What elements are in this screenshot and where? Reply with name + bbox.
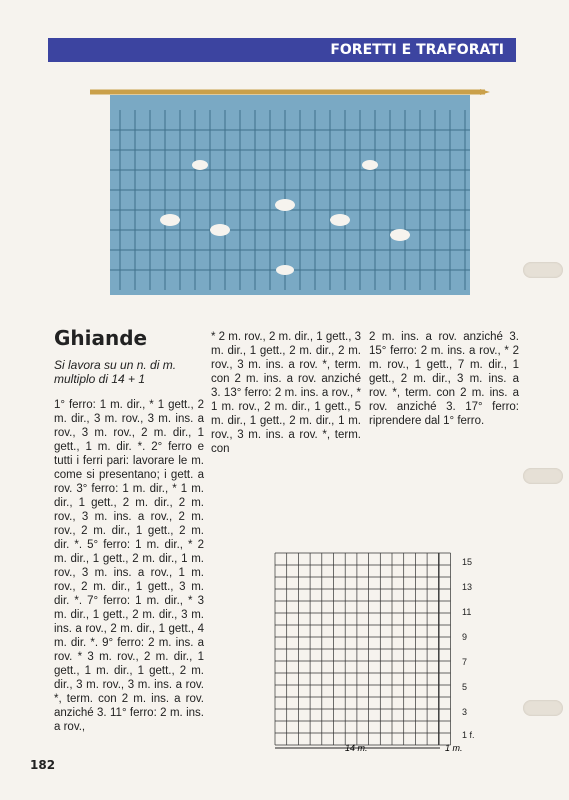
row-labels xyxy=(462,557,475,740)
knitting-illustration xyxy=(80,70,490,310)
punch-hole xyxy=(523,262,563,278)
instructions-column-1 xyxy=(54,398,204,734)
row-label: 1 f. xyxy=(462,730,475,740)
instructions-text: * 2 m. rov., 2 m. dir., 1 gett., 3 m. dir., 1 gett., 2 m. dir., 2 m. rov., 3 m. ins. a rov. *, term. con 2 m. ins. a rov. anziché 3. 13° ferro: 2 m. ins. a rov., * 1 m. rov., 2 m. dir., 1 gett., 5 m. dir., 1 gett., 2 m. dir., 1 m. rov., 3 m. ins. a rov. *, term. con xyxy=(211,331,361,455)
row-label: 5 xyxy=(462,682,468,692)
section-header xyxy=(48,38,516,62)
section-title: FORETTI E TRAFORATI xyxy=(330,42,504,58)
row-label: 9 xyxy=(462,632,468,642)
instructions-text: 1° ferro: 1 m. dir., * 1 gett., 2 m. dir., 3 m. rov., 3 m. ins. a rov., 3 m. rov., 2 m. dir., 1 gett., 1 m. dir. *. 2° ferro e tutti i ferri pari: lavorare le m. come si presentano; i gett. a rov. 3° ferro: 1 m. dir., * 1 m. dir., 1 gett., 2 m. dir., 2 m. rov., 3 m. ins. a rov., 2 m. rov., 2 m. dir., 1 gett., 2 m. dir. *. 5° ferro: 1 m. dir., * 2 m. dir., 1 gett., 2 m. dir., 1 m. rov., 3 m. ins. a rov., 1 m. rov., 2 m. dir., 1 gett., 3 m. dir. *. 7° ferro: 1 m. dir., * 3 m. dir., 1 gett., 2 m. dir., 3 m. ins. a rov., 2 m. dir., 1 gett., 4 m. dir. *. 9° ferro: 2 m. ins. a rov. * 3 m. rov., 2 m. dir., 1 gett., 1 m. dir., 1 gett., 2 m. dir., 3 m. rov., 3 m. ins. a rov. *, term. con 2 m. ins. a rov. anziché 3. 11° ferro: 2 m. ins. a rov., xyxy=(54,399,204,733)
stitch-count-label: 14 m. xyxy=(345,743,368,753)
chart-grid xyxy=(275,553,451,745)
row-label: 7 xyxy=(462,657,468,667)
row-label: 15 xyxy=(462,557,473,567)
instructions-text: 2 m. ins. a rov. anziché 3. 15° ferro: 2 m. ins. a rov., * 2 m. rov., 1 gett., 7 m. dir., 1 gett., 2 m. dir., 3 m. ins. a rov. *, term. con 2 m. ins. a rov. anziché 3. 17° ferro: riprendere dal 1° ferro. xyxy=(369,331,519,427)
pattern-intro: Si lavora su un n. di m. multiplo di 14 + 1 xyxy=(54,358,177,386)
instructions-column-3 xyxy=(369,330,519,428)
punch-hole xyxy=(523,700,563,716)
row-label: 13 xyxy=(462,582,473,592)
punch-hole xyxy=(523,468,563,484)
extra-stitch-label: 1 m. xyxy=(445,743,463,753)
row-label: 3 xyxy=(462,707,468,717)
instructions-column-2 xyxy=(211,330,361,456)
pattern-title: Ghiande xyxy=(54,326,148,350)
row-label: 11 xyxy=(462,607,472,617)
knitting-chart xyxy=(270,548,500,758)
knit-fabric xyxy=(110,95,470,295)
page-number: 182 xyxy=(30,758,56,772)
